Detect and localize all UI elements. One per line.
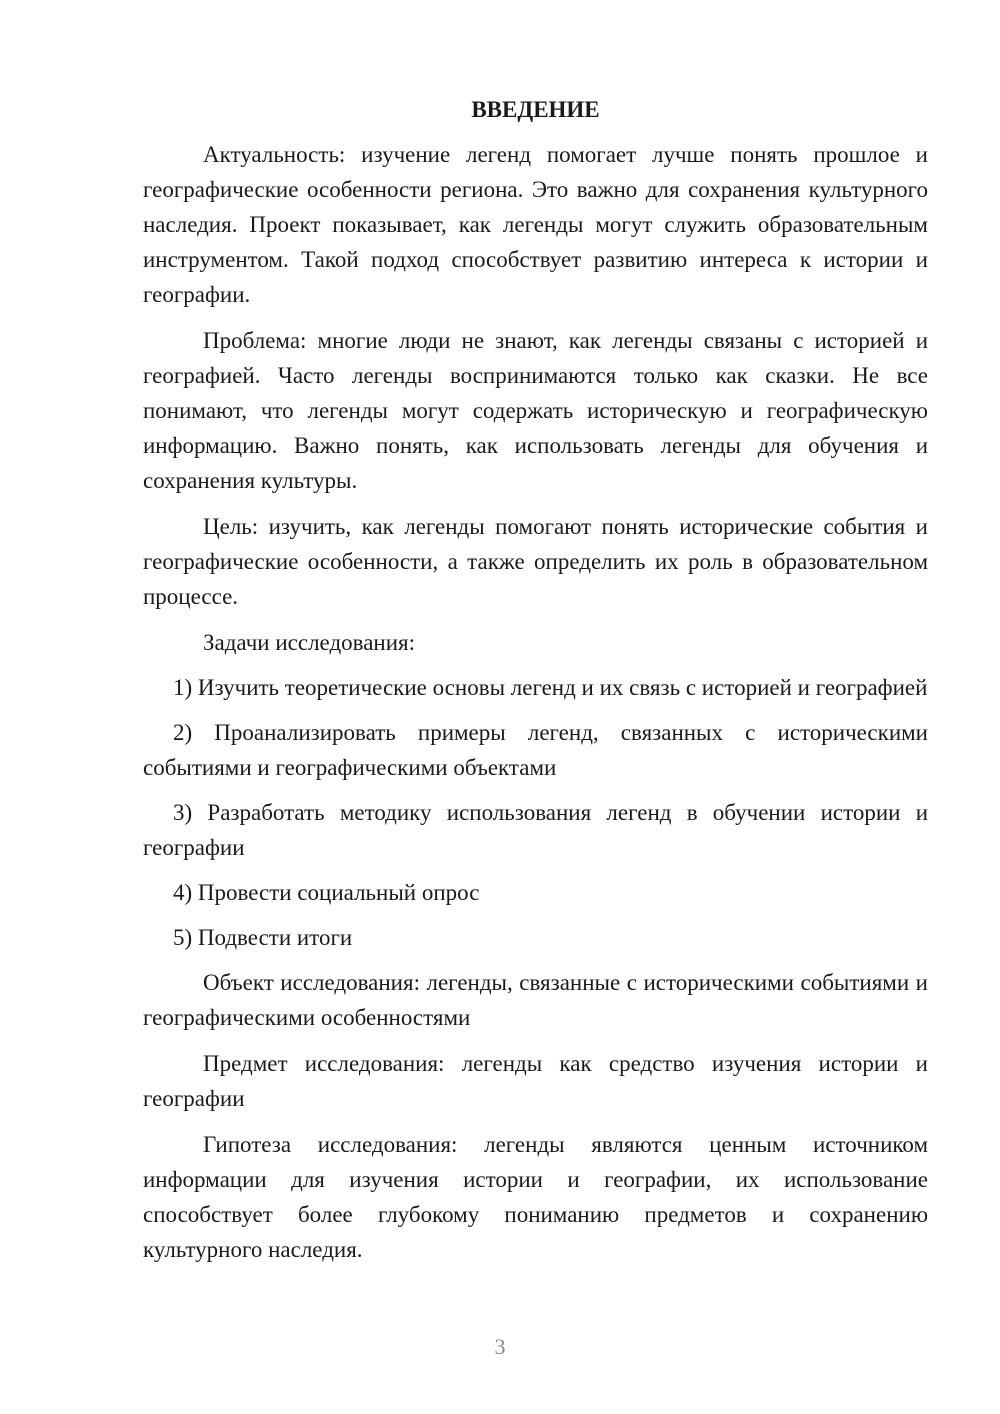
hypothesis-paragraph: Гипотеза исследования: легенды являются ценным источником информации для изучения истории и географии, их использование способствует более глубокому пониманию предметов и сохранению культурного наследия. [143, 1132, 928, 1262]
relevance-paragraph: Актуальность: изучение легенд помогает лучше понять прошлое и географические особенности региона. Это важно для сохранения культурного наследия. Проект показывает, как легенды могут служить образовательным инструментом. Такой подход способствует развитию интереса к истории и географии. [143, 142, 928, 307]
object-paragraph: Объект исследования: легенды, связанные с историческими событиями и географическими особенностями [143, 970, 928, 1030]
task-item: 3) Разработать методику использования легенд в обучении истории и географии [143, 800, 928, 860]
section-title: ВВЕДЕНИЕ [471, 97, 600, 122]
task-item: 1) Изучить теоретические основы легенд и их связь с историей и географией [173, 675, 928, 700]
goal-paragraph: Цель: изучить, как легенды помогают понять исторические события и географические особенности, а также определить их роль в образовательном процессе. [143, 514, 928, 609]
task-item: 2) Проанализировать примеры легенд, связанных с историческими событиями и географическими объектами [143, 720, 928, 780]
tasks-heading: Задачи исследования: [203, 630, 416, 655]
task-item: 5) Подвести итоги [173, 925, 353, 950]
subject-paragraph: Предмет исследования: легенды как средство изучения истории и географии [143, 1051, 928, 1111]
problem-paragraph: Проблема: многие люди не знают, как легенды связаны с историей и географией. Часто легенды воспринимаются только как сказки. Не все понимают, что легенды могут содержать историческую и географическую информацию. Важно понять, как использовать легенды для обучения и сохранения культуры. [143, 328, 928, 493]
tasks-list [143, 670, 928, 955]
document-page [143, 95, 928, 1278]
task-item: 4) Провести социальный опрос [173, 880, 480, 905]
page-number: 3 [494, 1334, 506, 1359]
